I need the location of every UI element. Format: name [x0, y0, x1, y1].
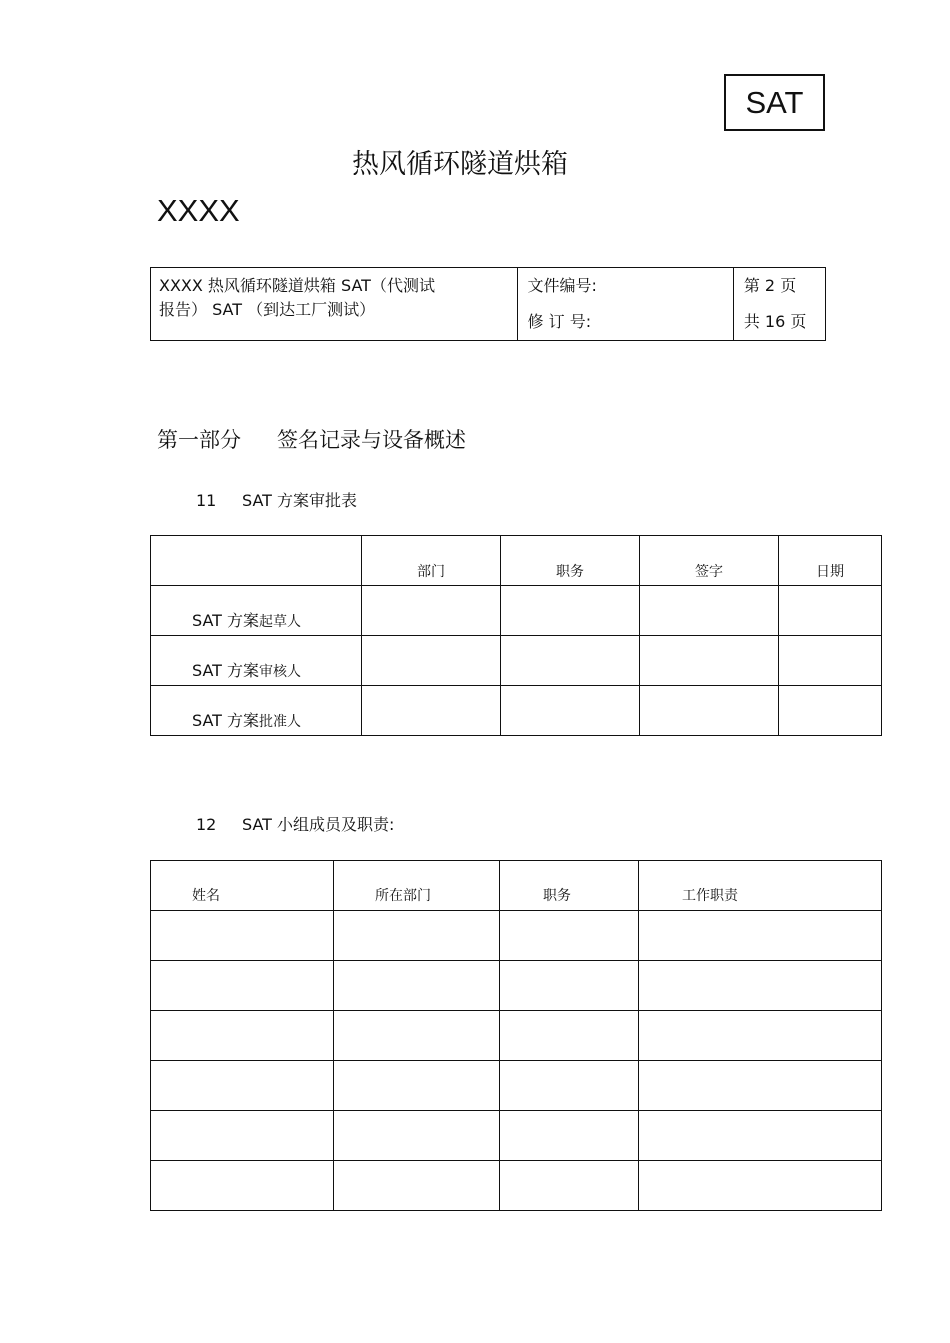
approval-header-cell: 签字	[640, 536, 779, 586]
department-cell[interactable]	[362, 686, 501, 736]
approval-header-cell	[151, 536, 362, 586]
approval-table	[150, 535, 882, 736]
signature-cell[interactable]	[640, 586, 779, 636]
doc-number-label: 文件编号:	[527, 276, 597, 295]
department-cell[interactable]	[334, 911, 500, 961]
model-code: XXXX	[157, 193, 240, 228]
duty-cell[interactable]	[639, 1011, 882, 1061]
approval-header-cell: 日期	[779, 536, 882, 586]
table-row	[151, 586, 882, 636]
revision-label: 修 订 号:	[527, 312, 592, 331]
table-row	[151, 1161, 882, 1211]
approval-row-label: SAT 方案起草人	[151, 586, 362, 636]
subsection-1-heading	[196, 488, 357, 511]
department-cell[interactable]	[334, 1061, 500, 1111]
subsection-2-number: 12	[196, 815, 217, 834]
page-current: 第 2 页	[743, 276, 797, 295]
position-cell[interactable]	[500, 1011, 639, 1061]
position-cell[interactable]	[500, 961, 639, 1011]
table-row	[151, 686, 882, 736]
department-cell[interactable]	[334, 961, 500, 1011]
position-cell[interactable]	[500, 1161, 639, 1211]
table-row	[151, 636, 882, 686]
duty-cell[interactable]	[639, 1111, 882, 1161]
table-row	[151, 1111, 882, 1161]
header-doc-cell	[517, 268, 733, 341]
approval-row-label: SAT 方案批准人	[151, 686, 362, 736]
date-cell[interactable]	[779, 636, 882, 686]
approval-table-header	[151, 536, 882, 586]
name-cell[interactable]	[151, 1111, 334, 1161]
position-cell[interactable]	[501, 636, 640, 686]
subsection-2-title: SAT 小组成员及职责:	[242, 815, 395, 834]
department-cell[interactable]	[362, 636, 501, 686]
approval-header-cell: 部门	[362, 536, 501, 586]
position-cell[interactable]	[500, 1111, 639, 1161]
member-header-cell: 工作职责	[639, 861, 882, 911]
member-table-header	[151, 861, 882, 911]
member-header-cell: 所在部门	[334, 861, 500, 911]
member-table	[150, 860, 882, 1211]
document-header-table	[150, 267, 826, 341]
department-cell[interactable]	[334, 1011, 500, 1061]
date-cell[interactable]	[779, 586, 882, 636]
table-row	[151, 911, 882, 961]
department-cell[interactable]	[334, 1111, 500, 1161]
name-cell[interactable]	[151, 1061, 334, 1111]
signature-cell[interactable]	[640, 636, 779, 686]
table-row	[151, 1011, 882, 1061]
page-total: 共 16 页	[743, 312, 807, 331]
section-part: 第一部分	[157, 428, 241, 452]
position-cell[interactable]	[501, 586, 640, 636]
subsection-2-heading	[196, 812, 394, 835]
sat-badge: SAT	[724, 74, 825, 131]
name-cell[interactable]	[151, 1161, 334, 1211]
header-page-cell	[733, 268, 825, 341]
position-cell[interactable]	[500, 911, 639, 961]
date-cell[interactable]	[779, 686, 882, 736]
position-cell[interactable]	[500, 1061, 639, 1111]
duty-cell[interactable]	[639, 1161, 882, 1211]
member-header-cell: 姓名	[151, 861, 334, 911]
header-title-line-2: 报告） SAT （到达工厂测试）	[159, 300, 376, 319]
header-title-cell	[151, 268, 518, 341]
department-cell[interactable]	[362, 586, 501, 636]
subsection-1-number: 11	[196, 491, 217, 510]
approval-row-label: SAT 方案审核人	[151, 636, 362, 686]
duty-cell[interactable]	[639, 911, 882, 961]
name-cell[interactable]	[151, 911, 334, 961]
document-title: 热风循环隧道烘箱	[352, 149, 568, 180]
position-cell[interactable]	[501, 686, 640, 736]
name-cell[interactable]	[151, 961, 334, 1011]
section-heading	[157, 424, 466, 454]
header-title-line-1: XXXX 热风循环隧道烘箱 SAT（代测试	[159, 276, 435, 295]
section-name: 签名记录与设备概述	[277, 428, 466, 452]
member-header-cell: 职务	[500, 861, 639, 911]
table-row	[151, 961, 882, 1011]
duty-cell[interactable]	[639, 961, 882, 1011]
table-row	[151, 1061, 882, 1111]
department-cell[interactable]	[334, 1161, 500, 1211]
name-cell[interactable]	[151, 1011, 334, 1061]
approval-header-cell: 职务	[501, 536, 640, 586]
subsection-1-title: SAT 方案审批表	[242, 491, 358, 510]
duty-cell[interactable]	[639, 1061, 882, 1111]
signature-cell[interactable]	[640, 686, 779, 736]
